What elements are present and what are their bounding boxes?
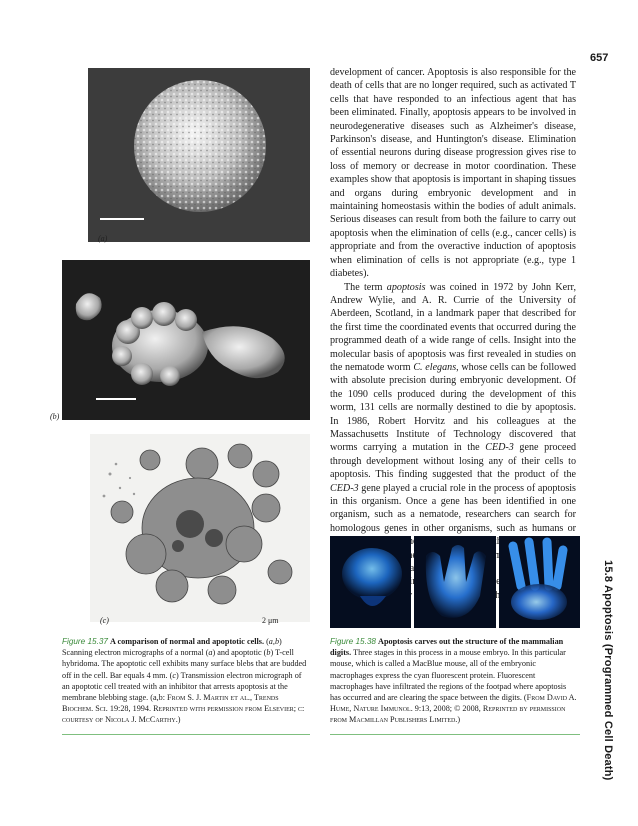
micrograph-apoptotic-cell (62, 260, 310, 420)
digit-stage-1 (330, 536, 411, 628)
digit-stage-2 (414, 536, 495, 628)
body-text (330, 66, 576, 602)
digit-stage-3 (499, 536, 580, 628)
figure-tag: Figure 15.38 (330, 637, 376, 646)
paragraph-2: The term apoptosis was coined in 1972 by John Kerr, Andrew Wylie, and A. R. Currie of the University of Aberdeen, Scotland, in a landmark paper that described for the first time the coordinated events that occurred during the programmed death of a wide range of cells. Insight into the molecular basis of apoptosis was first revealed in studies on the nematode worm C. elegans, whose cells can be followed with absolute precision during embryonic development. Of the 1090 cells produced during the development of this worm, 131 cells are normally destined to die by apoptosis. In 1986, Robert Horvitz and his colleagues at the Massachusetts Institute of Technology discovered that worms carrying a mutation in the CED-3 gene proceed through development without losing any of their cells to apoptosis. This finding suggested that the product of the CED-3 gene played a crucial role in the process of apoptosis in this organism. Once a gene has been identified in one organism, such as a nematode, researchers can search for homologous genes in other organisms, such as humans or cysteine (330, 281, 577, 588)
figure-15-38-caption: Figure 15.38 Apoptosis carves out the structure of the mammalian digits. Three stages in this process in a mouse embryo. In this particular mouse, which is called a MacBlue mouse, all of the embryonic macrophages express the cyan fluorescent protein. Fluorescent macrophages have infiltrated the regions of the footpad where apoptosis has occurred and are clearing the space between the digits. (From David A. Hume, Nature Immunol. 9:13, 2008; © 2008, Reprinted by permission from Macmillan Publishers Limited.) (330, 637, 577, 725)
caption-title: Apoptosis carves out the structure of the mammalian digits. (330, 637, 564, 658)
caption-rule (62, 734, 310, 735)
page-number: 657 (590, 52, 609, 64)
figure-mouse-digits (330, 536, 580, 628)
caption-rule (330, 734, 580, 735)
micrograph-tem-blebbing (90, 434, 310, 622)
running-header-text: 15.8 Apoptosis (Programmed Cell Death) (602, 560, 614, 781)
figure-label-b: (b) (50, 412, 60, 421)
figure-label-c: (c) (100, 616, 109, 625)
caption-title: A comparison of normal and apoptotic cells. (110, 637, 265, 646)
caption-credit: From David A. Hume, Nature Immunol. 9:13, 2008; © 2008, Reprinted by permission from Macmillan Publishers Limited.) (330, 693, 577, 725)
scale-bar-label: 2 μm (262, 616, 279, 625)
figure-label-a: (a) (98, 234, 108, 243)
micrograph-normal-cell (88, 68, 310, 242)
figure-tag: Figure 15.37 (62, 637, 108, 646)
running-header (598, 560, 618, 790)
paragraph-1: development of cancer. Apoptosis is also responsible for the death of cells that are no longer required, such as activated T cells that have responded to an infectious agent that has been eliminated. Finally, apoptosis appears to be involved in neurodegenerative diseases such as Alzheimer's disease, Parkinson's disease, and Huntington's disease. Elimination of essential neurons during disease progression gives rise to loss of memory or decrease in motor coordination. These examples show that apoptosis is important in shaping tissues and organs during embryonic development and in maintaining homeostasis within the bodies of adult animals. Serious diseases can result from both the failure to carry out apoptosis when the elimination of cells (e.g., cancer cells) is appropriate and from the overactive induction of apoptosis when elimination of cells is not appropriate (e.g., type 1 diabetes). (330, 67, 576, 280)
caption-credit: : From S. J. Martin et al., Trends Biochem. Sci. 19:28, 1994. Reprinted with permission from Elsevier; c: courtesy of Nicola J. McCarthy.) (62, 693, 305, 725)
figure-15-37-caption: Figure 15.37 A comparison of normal and apoptotic cells. (a,b) Scanning electron micrographs of a normal (a) and apoptotic (b) T-cell hybridoma. The apoptotic cell exhibits many surface blebs that are budded off in the cell. Bar equals 4 mm. (c) Transmission electron micrograph of an apoptotic cell treated with an inhibitor that arrests apoptosis at the membrane blebbing stage. (a,b: From S. J. Martin et al., Trends Biochem. Sci. 19:28, 1994. Reprinted with permission from Elsevier; c: courtesy of Nicola J. McCarthy.) (62, 637, 307, 725)
